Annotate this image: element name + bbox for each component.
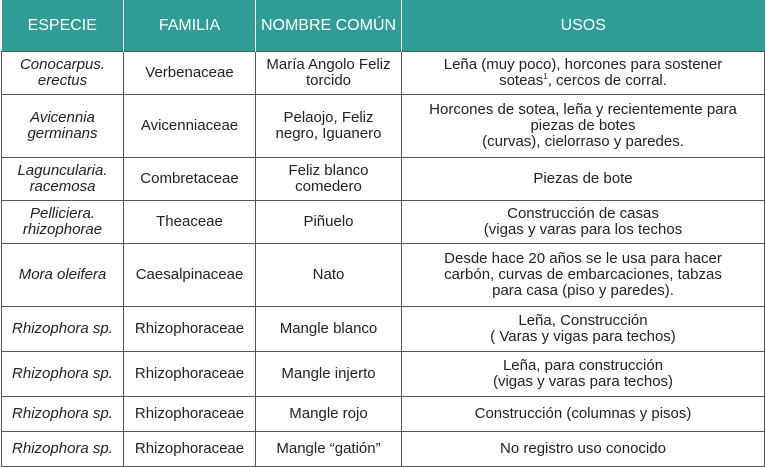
cell-familia: Rhizophoraceae — [124, 307, 256, 352]
cell-nombre: Piñuelo — [256, 201, 402, 244]
table-row — [2, 352, 765, 397]
cell-especie: Rhizophora sp. — [2, 352, 124, 397]
cell-especie: Rhizophora sp. — [2, 432, 124, 467]
cell-usos: No registro uso conocido — [402, 432, 765, 467]
cell-nombre: María Angolo Feliz torcido — [256, 52, 402, 95]
cell-nombre: Mangle “gatión” — [256, 432, 402, 467]
cell-familia: Caesalpinaceae — [124, 244, 256, 307]
cell-nombre: Nato — [256, 244, 402, 307]
cell-nombre: Mangle blanco — [256, 307, 402, 352]
cell-familia: Combretaceae — [124, 158, 256, 201]
cell-nombre: Mangle injerto — [256, 352, 402, 397]
table-row — [2, 95, 765, 158]
cell-familia: Avicenniaceae — [124, 95, 256, 158]
table-row — [2, 432, 765, 467]
header-nombre-comun: NOMBRE COMÚN — [256, 0, 402, 52]
header-usos: USOS — [402, 0, 765, 52]
cell-usos: Construcción (columnas y pisos) — [402, 397, 765, 432]
cell-especie: Mora oleifera — [2, 244, 124, 307]
cell-nombre: Feliz blanco comedero — [256, 158, 402, 201]
cell-especie: Laguncularia. racemosa — [2, 158, 124, 201]
table-row — [2, 244, 765, 307]
footnote-marker: 1 — [543, 72, 548, 81]
cell-especie: Pelliciera. rhizophorae — [2, 201, 124, 244]
usos-text-end: , cercos de corral. — [547, 72, 667, 89]
cell-usos — [402, 52, 765, 95]
cell-familia: Verbenaceae — [124, 52, 256, 95]
usos-text: Leña (muy poco), horcones para sostener soteas — [443, 56, 723, 89]
table-row — [2, 397, 765, 432]
cell-especie: Avicennia germinans — [2, 95, 124, 158]
header-especie: ESPECIE — [2, 0, 124, 52]
cell-usos: Desde hace 20 años se le usa para hacer carbón, curvas de embarcaciones, tabzas para casa (piso y paredes). — [402, 244, 765, 307]
cell-especie: Rhizophora sp. — [2, 397, 124, 432]
cell-familia: Theaceae — [124, 201, 256, 244]
cell-familia: Rhizophoraceae — [124, 432, 256, 467]
cell-especie: Rhizophora sp. — [2, 307, 124, 352]
cell-familia: Rhizophoraceae — [124, 352, 256, 397]
cell-nombre: Pelaojo, Feliz negro, Iguanero — [256, 95, 402, 158]
header-familia: FAMILIA — [124, 0, 256, 52]
table-row — [2, 307, 765, 352]
header-row — [2, 0, 765, 52]
cell-usos: Horcones de sotea, leña y recientemente para piezas de botes (curvas), cielorraso y paredes. — [402, 95, 765, 158]
table-row — [2, 52, 765, 95]
table-row — [2, 201, 765, 244]
cell-usos: Leña, para construcción (vigas y varas para techos) — [402, 352, 765, 397]
cell-usos: Piezas de bote — [402, 158, 765, 201]
cell-usos: Construcción de casas (vigas y varas para los techos — [402, 201, 765, 244]
species-uses-table — [1, 0, 765, 467]
table-row — [2, 158, 765, 201]
cell-familia: Rhizophoraceae — [124, 397, 256, 432]
cell-usos: Leña, Construcción ( Varas y vigas para techos) — [402, 307, 765, 352]
cell-nombre: Mangle rojo — [256, 397, 402, 432]
cell-especie: Conocarpus. erectus — [2, 52, 124, 95]
